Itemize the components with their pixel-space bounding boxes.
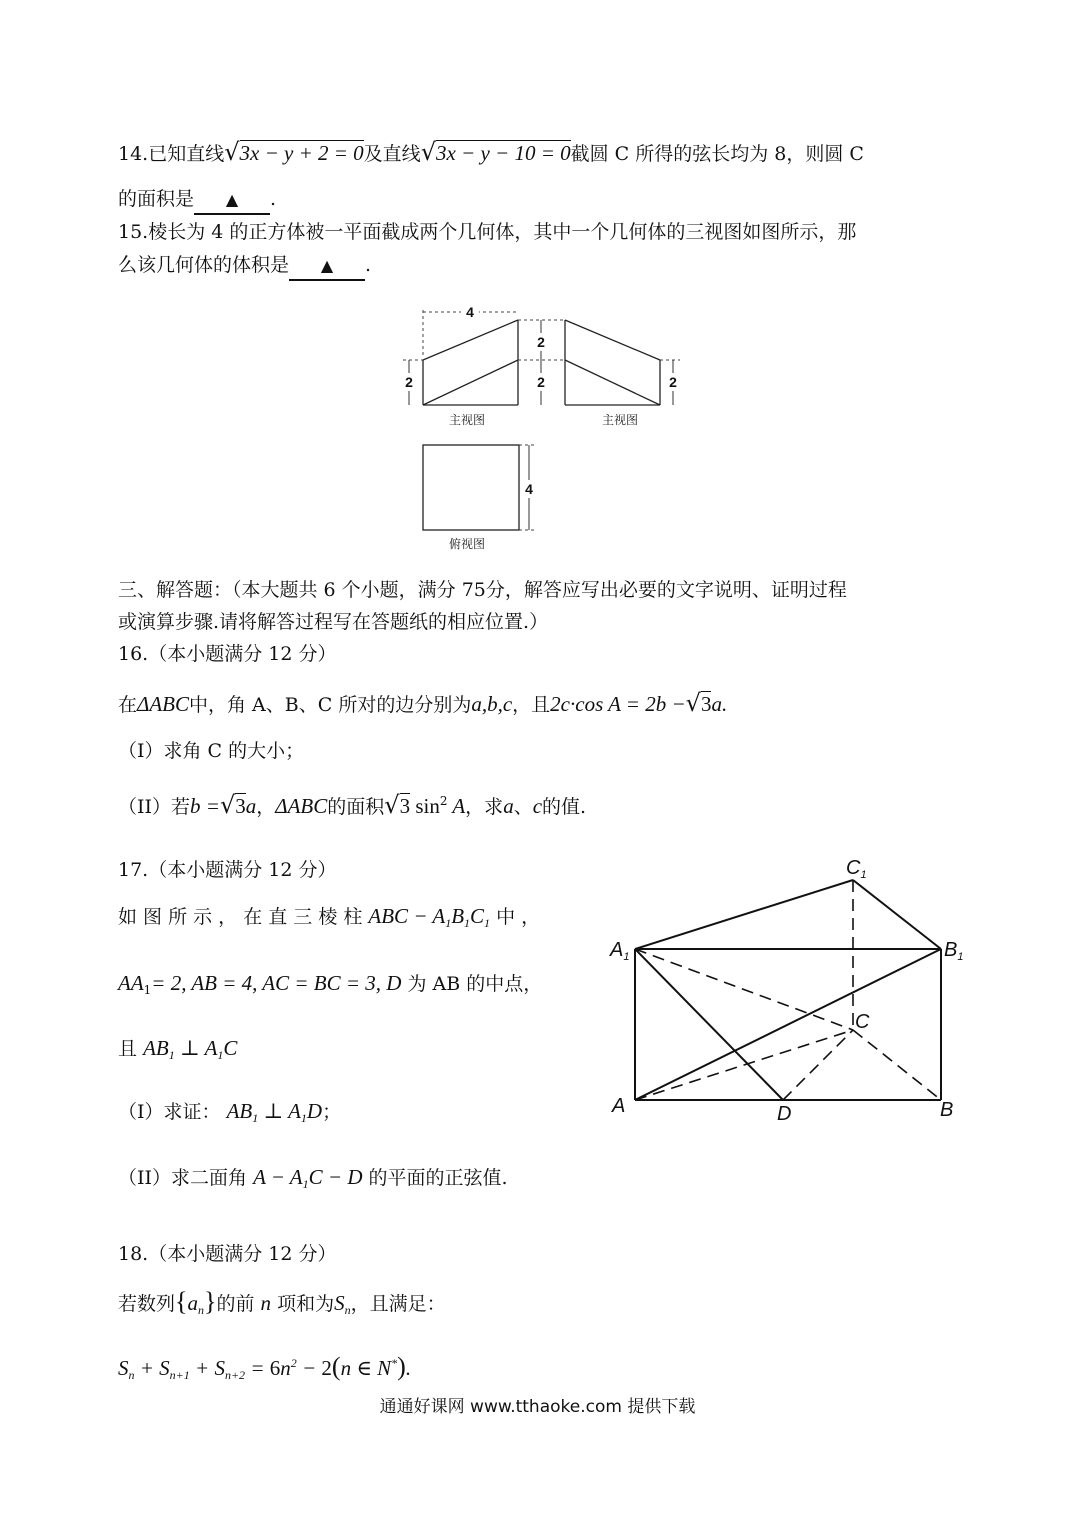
q18-header: 18.（本小题满分 12 分） xyxy=(118,1243,337,1265)
caption-side-view: 主视图 xyxy=(601,413,639,427)
q17-part1: （I）求证： $AB_1$ ⊥ $A_1D$； xyxy=(118,1099,342,1125)
q15-answer-blank: ▲ xyxy=(289,253,365,281)
q14-line1: 14.已知直线√3x − y + 2 = 0及直线√3x − y − 10 = 0截圆 C 所得的弦长均为 8，则圆 C xyxy=(118,138,864,166)
q18-formula: $S_n + S_{n+1} + S_{n+2} = 6n^2 - 2(n$ ∈ N*). xyxy=(118,1352,412,1382)
q15-line1: 15.棱长为 4 的正方体被一平面截成两个几何体，其中一个几何体的三视图如图所示，那 xyxy=(118,221,857,243)
q14-mid: 及直线 xyxy=(363,143,421,165)
q16-equation: 2c·cos A = 2b − xyxy=(550,692,686,716)
q18-l1-a: 若数列 xyxy=(118,1293,176,1315)
q16-part2-a: （II）若 xyxy=(118,796,191,818)
caption-front-view: 主视图 xyxy=(448,413,486,427)
q16-part2-eq: b = xyxy=(190,794,220,818)
q17-l2-a: AA xyxy=(118,971,144,995)
q17-l3-a: 且 xyxy=(118,1038,138,1060)
dim-right-label: 2 xyxy=(669,374,677,390)
label-c: C xyxy=(855,1011,870,1033)
q16-part2-eq2: a xyxy=(245,794,257,818)
label-a: A xyxy=(612,1095,626,1117)
label-c1-sub: 1 xyxy=(860,869,867,881)
q17-header: 17.（本小题满分 12 分） xyxy=(118,859,337,881)
label-a1-letter: A xyxy=(610,939,624,961)
q14-period: . xyxy=(270,188,277,210)
dim-mid2-label: 2 xyxy=(537,374,545,390)
q17-l2-b: = 2, AB = 4, AC = BC = 3, D xyxy=(151,971,402,995)
q18-l1-b: 的前 xyxy=(216,1293,255,1315)
edge-c-b xyxy=(853,1030,941,1100)
q18-l1-c: 项和为 xyxy=(277,1293,335,1315)
edge-c1-b1 xyxy=(853,880,941,949)
q14-answer-blank: ▲ xyxy=(194,187,270,215)
q17-l1-a: 如 图 所 示 ， 在 直 三 棱 柱 xyxy=(118,906,363,928)
q16-stmt-a: 在 xyxy=(118,694,138,716)
segment-a1-c xyxy=(635,949,853,1030)
label-a1-sub: 1 xyxy=(623,951,630,963)
q17-part2: （II）求二面角 $A - A_1C - D$ 的平面的正弦值. xyxy=(118,1165,508,1191)
dim-left-label: 2 xyxy=(405,374,413,390)
q16-header: 16.（本小题满分 12 分） xyxy=(118,643,337,665)
label-c1 xyxy=(846,857,867,881)
q18-l1-d: ，且满足： xyxy=(350,1293,446,1315)
prism-figure xyxy=(600,850,980,1130)
side-inner-slope xyxy=(565,360,660,405)
q17-part2-a: （II）求二面角 xyxy=(118,1167,248,1189)
q18-line1: 若数列$\{a_n\}$的前 n 项和为$S_n$，且满足： xyxy=(118,1287,446,1317)
q14-suffix: 截圆 C 所得的弦长均为 8，则圆 C xyxy=(570,143,864,165)
q16-part2-c: 的面积 xyxy=(327,796,385,818)
q18-l1-n: n xyxy=(260,1291,272,1315)
label-b1-sub: 1 xyxy=(957,951,964,963)
q17-part1-end: ； xyxy=(322,1101,342,1123)
top-view-square xyxy=(423,445,519,530)
q14-line2-eq: 3x − y − 10 = 0 xyxy=(435,141,571,165)
label-a1 xyxy=(609,939,629,963)
q16-equation-end: a. xyxy=(711,692,728,716)
q14-prefix: 14.已知直线 xyxy=(118,143,225,165)
dim-top-label: 4 xyxy=(466,304,474,320)
q16-part2: （II）若b =√3a，ΔABC的面积√3 $\sin^2 A$，求a、c的值. xyxy=(118,791,587,819)
edge-a-c xyxy=(635,1030,853,1100)
q15-line2 xyxy=(118,252,371,281)
q16-sides: a,b,c xyxy=(471,692,513,716)
section3-line2: 或演算步骤.请将解答过程写在答题纸的相应位置.） xyxy=(118,611,549,633)
label-c1-letter: C xyxy=(846,857,861,879)
q17-line2: $AA_1= 2$, AB = 4, AC = BC = 3, D 为 AB 的中点， xyxy=(118,971,543,997)
label-b: B xyxy=(940,1099,954,1121)
q16-part2-a-var: a xyxy=(503,794,514,818)
label-d: D xyxy=(777,1103,792,1125)
label-b1 xyxy=(944,939,963,963)
q16-stmt-c: ，且 xyxy=(512,694,551,716)
q17-part2-b: 的平面的正弦值. xyxy=(368,1167,508,1189)
q14-line1-eq: 3x − y + 2 = 0 xyxy=(239,141,364,165)
segment-a1-d xyxy=(635,949,783,1100)
q16-part2-triangle: ΔABC xyxy=(275,794,328,818)
q14-line2 xyxy=(118,186,276,215)
dim-mid1-label: 2 xyxy=(537,334,545,350)
section3-line1: 三、解答题：（本大题共 6 个小题，满分 75分，解答应写出必要的文字说明、证明过程 xyxy=(118,579,847,601)
caption-top-view: 俯视图 xyxy=(448,537,486,551)
segment-a-b1 xyxy=(635,949,941,1100)
edge-a1-c1 xyxy=(635,880,853,949)
q17-part1-a: （I）求证： xyxy=(118,1101,221,1123)
q16-part2-f: 的值. xyxy=(542,796,587,818)
q16-part2-b: ， xyxy=(256,796,276,818)
dim-square-label: 4 xyxy=(525,481,533,497)
q16-part1: （I）求角 C 的大小； xyxy=(118,740,305,762)
q16-triangle: ΔABC xyxy=(137,692,190,716)
q17-line3: 且 $AB_1$ ⊥ $A_1C$ xyxy=(118,1036,238,1062)
front-top-slope xyxy=(423,320,518,360)
q16-part2-angle: A xyxy=(452,794,466,818)
q15-line2-text: 么该几何体的体积是 xyxy=(118,254,290,276)
q16-part2-c-var: c xyxy=(532,794,543,818)
q17-line1: 如 图 所 示 ， 在 直 三 棱 柱 ABC − $A_1B_1C_1$ 中 ， xyxy=(118,904,541,930)
q16-part2-d: ，求 xyxy=(465,796,504,818)
q16-stmt-b: 中，角 A、B、C 所对的边分别为 xyxy=(189,694,472,716)
three-view-figure xyxy=(395,300,695,558)
page-footer: 通通好课网 www.tthaoke.com 提供下载 xyxy=(379,1397,696,1417)
q14-line2-text: 的面积是 xyxy=(118,188,195,210)
q17-l2-c: 为 AB 的中点， xyxy=(407,973,543,995)
q17-l1-b: 中 ， xyxy=(496,906,541,928)
side-top-slope xyxy=(565,320,660,360)
q16-part2-sin: sin xyxy=(415,794,440,818)
q16-statement: 在ΔABC中，角 A、B、C 所对的边分别为a,b,c，且2c·cos A = 2b −√3a. xyxy=(118,689,728,717)
q16-part2-e: 、 xyxy=(513,796,533,818)
label-b1-letter: B xyxy=(944,939,958,961)
front-inner-slope xyxy=(423,360,518,405)
q15-period: . xyxy=(365,254,372,276)
